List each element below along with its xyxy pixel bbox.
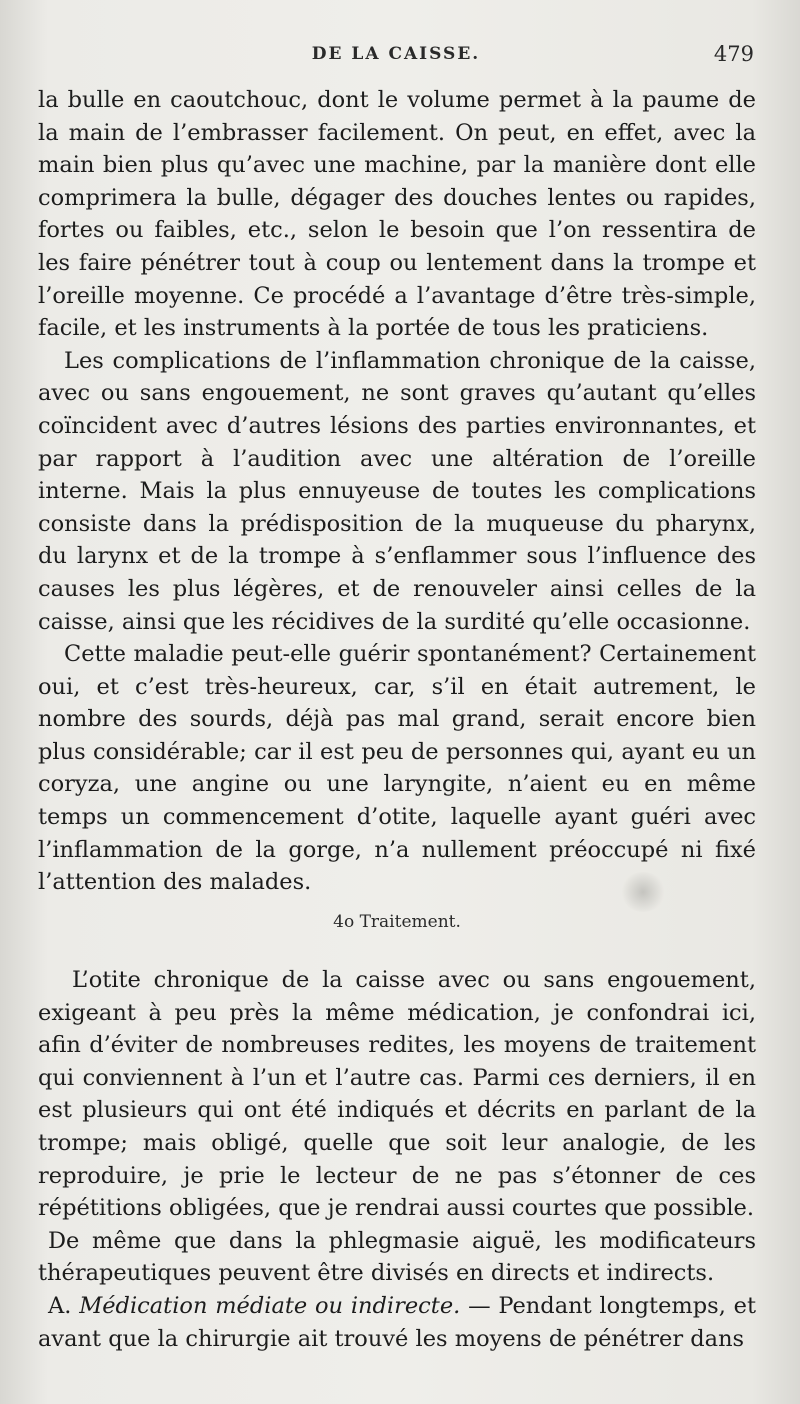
section-heading: 4o Traitement. — [333, 912, 461, 932]
paragraph-2: Les complications de l’inflammation chronique de la caisse, avec ou sans engouement, ne sont graves qu’autant qu’elles coïncident avec d’autres lésions des parties environnantes, et par rapport à l’audition avec une altération de l’oreille interne. Mais la plus ennuyeuse de toutes les complications consiste dans la prédisposition de la muqueuse du pharynx, du larynx et de la trompe à s’enflammer sous l’influence des causes les plus légères, et de renouveler ainsi celles de la caisse, ainsi que les récidives de la surdité qu’elle occasionne. — [38, 347, 756, 635]
body-text-treatment — [38, 964, 756, 1355]
paragraph-5: De même que dans la phlegmasie aiguë, les modificateurs thérapeutiques peuvent être divisés en directs et indirects. — [38, 1227, 756, 1287]
body-text — [38, 84, 756, 899]
page-number: 479 — [713, 42, 754, 66]
page-header — [38, 44, 754, 74]
paragraph-3: Cette maladie peut-elle guérir spontanément? Certainement oui, et c’est très-heureux, car, s’il en était autrement, le nombre des sourds, déjà pas mal grand, serait encore bien plus considérable; car il est peu de personnes qui, ayant eu un coryza, une angine ou une laryngite, n’aient eu en même temps un commencement d’otite, laquelle ayant guéri avec l’inflammation de la gorge, n’a nullement préoccupé ni fixé l’attention des malades. — [38, 641, 756, 896]
paragraph-6 — [38, 1290, 756, 1355]
running-head: DE LA CAISSE. — [311, 44, 481, 64]
paper-stain — [620, 872, 666, 912]
paragraph-6-text: — Pendant longtemps, et avant que la chirurgie ait trouvé les moyens de pénétrer dans — [38, 1292, 756, 1352]
paragraph-6-italic-heading: Médication médiate ou indirecte. — [79, 1292, 461, 1319]
paragraph-1: la bulle en caoutchouc, dont le volume permet à la paume de la main de l’embrasser facilement. On peut, en effet, avec la main bien plus qu’avec une machine, par la manière dont elle comprimera la bulle, dégager des douches lentes ou rapides, fortes ou faibles, etc., selon le besoin que l’on ressentira de les faire pénétrer tout à coup ou lentement dans la trompe et l’oreille moyenne. Ce procédé a l’avantage d’être très-simple, facile, et les instruments à la portée de tous les praticiens. — [38, 87, 756, 342]
paragraph-4: L’otite chronique de la caisse avec ou sans engouement, exigeant à peu près la même médication, je confondrai ici, afin d’éviter de nombreuses redites, les moyens de traitement qui conviennent à l’un et l’autre cas. Parmi ces derniers, il en est plusieurs qui ont été indiqués et décrits en parlant de la trompe; mais obligé, quelle que soit leur analogie, de les reproduire, je prie le lecteur de ne pas s’étonner de ces répétitions obligées, que je rendrai aussi courtes que possible. — [38, 967, 756, 1222]
paragraph-6-label: A. — [48, 1292, 72, 1319]
